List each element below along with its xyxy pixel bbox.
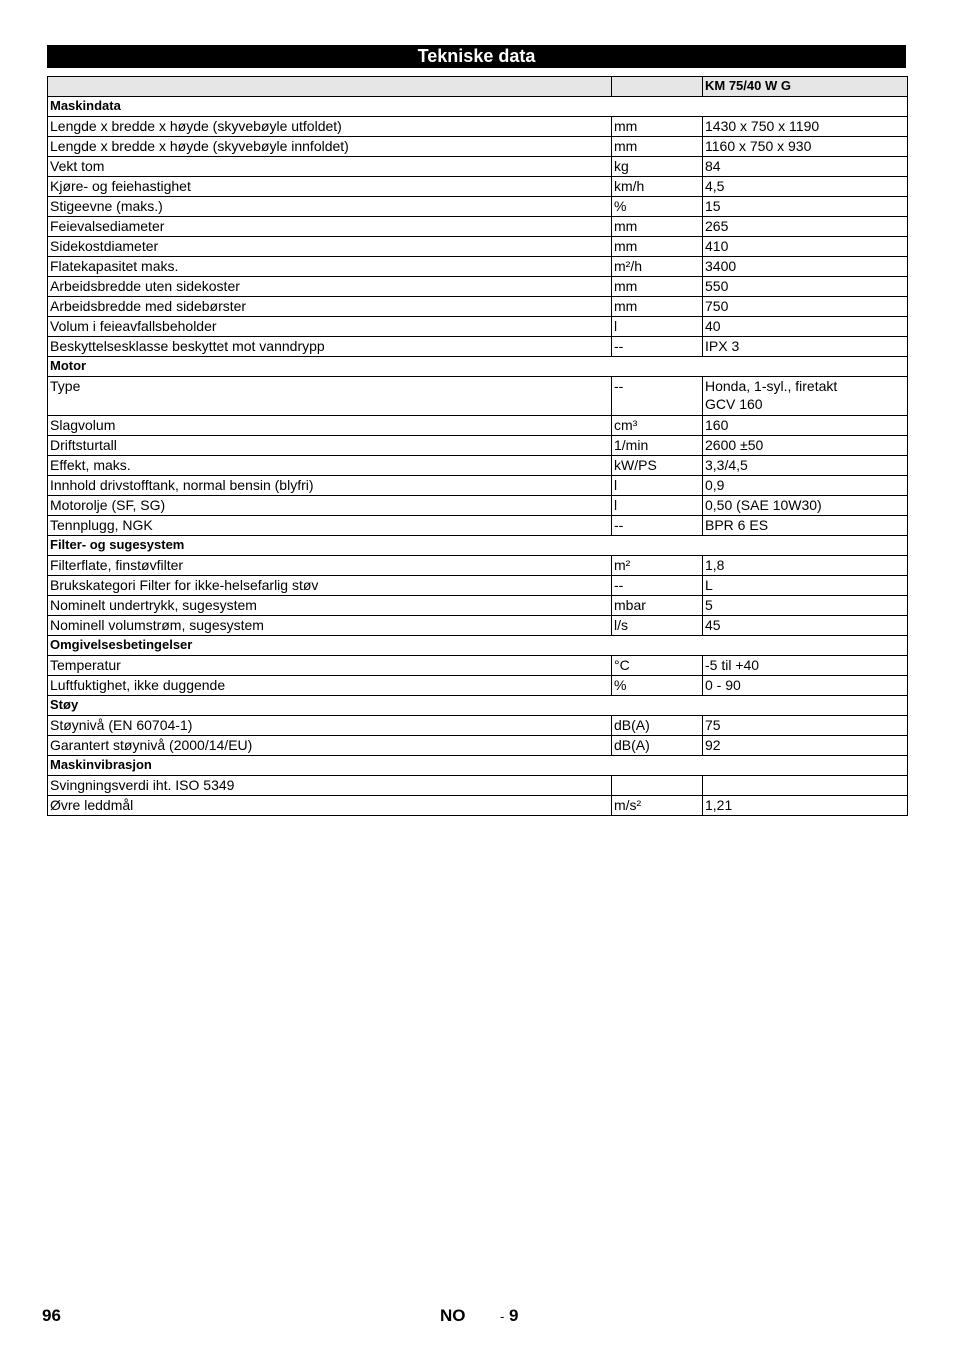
section-header-row — [48, 756, 908, 776]
language-code: NO — [440, 1306, 466, 1325]
cell-value: 1,8 — [703, 556, 908, 576]
table-row — [48, 297, 908, 317]
section-title: Maskinvibrasjon — [48, 756, 908, 776]
section-header-row — [48, 97, 908, 117]
table-row — [48, 157, 908, 177]
table-row — [48, 377, 908, 416]
cell-label: Beskyttelsesklasse beskyttet mot vanndrypp — [48, 337, 612, 357]
table-row — [48, 576, 908, 596]
table-row — [48, 596, 908, 616]
cell-value: 0,50 (SAE 10W30) — [703, 496, 908, 516]
cell-unit: -- — [612, 377, 703, 416]
cell-unit: dB(A) — [612, 716, 703, 736]
table-row — [48, 257, 908, 277]
cell-label: Arbeidsbredde med sidebørster — [48, 297, 612, 317]
table-header-row — [48, 77, 908, 97]
cell-unit: % — [612, 197, 703, 217]
table-body — [48, 77, 908, 816]
cell-value: Honda, 1-syl., firetakt GCV 160 — [703, 377, 908, 416]
cell-value: IPX 3 — [703, 337, 908, 357]
table-row — [48, 496, 908, 516]
cell-unit: mm — [612, 237, 703, 257]
table-row — [48, 716, 908, 736]
cell-value: 160 — [703, 416, 908, 436]
cell-value: 0,9 — [703, 476, 908, 496]
cell-unit: m/s² — [612, 796, 703, 816]
cell-label: Svingningsverdi iht. ISO 5349 — [48, 776, 612, 796]
cell-unit: -- — [612, 337, 703, 357]
header-model-cell: KM 75/40 W G — [703, 77, 908, 97]
cell-label: Flatekapasitet maks. — [48, 257, 612, 277]
cell-unit: mm — [612, 277, 703, 297]
cell-label: Volum i feieavfallsbeholder — [48, 317, 612, 337]
cell-label: Temperatur — [48, 656, 612, 676]
section-header-row — [48, 536, 908, 556]
table-row — [48, 237, 908, 257]
table-row — [48, 317, 908, 337]
cell-label: Lengde x bredde x høyde (skyvebøyle utfoldet) — [48, 117, 612, 137]
cell-label: Slagvolum — [48, 416, 612, 436]
cell-unit: m² — [612, 556, 703, 576]
cell-value: 750 — [703, 297, 908, 317]
cell-label: Luftfuktighet, ikke duggende — [48, 676, 612, 696]
cell-unit: °C — [612, 656, 703, 676]
cell-label: Støynivå (EN 60704-1) — [48, 716, 612, 736]
cell-label: Sidekostdiameter — [48, 237, 612, 257]
cell-value: 5 — [703, 596, 908, 616]
cell-label: Type — [48, 377, 612, 416]
cell-unit: km/h — [612, 177, 703, 197]
table-row — [48, 117, 908, 137]
page-title: Tekniske data — [47, 45, 906, 68]
cell-label: Arbeidsbredde uten sidekoster — [48, 277, 612, 297]
page-separator: - — [500, 1309, 505, 1324]
cell-value: L — [703, 576, 908, 596]
cell-label: Vekt tom — [48, 157, 612, 177]
cell-value: 75 — [703, 716, 908, 736]
cell-label: Driftsturtall — [48, 436, 612, 456]
cell-value — [703, 776, 908, 796]
cell-label: Filterflate, finstøvfilter — [48, 556, 612, 576]
cell-value: 3,3/4,5 — [703, 456, 908, 476]
cell-value: 40 — [703, 317, 908, 337]
cell-unit: % — [612, 676, 703, 696]
cell-unit: cm³ — [612, 416, 703, 436]
cell-unit: l — [612, 476, 703, 496]
table-row — [48, 217, 908, 237]
cell-unit: l/s — [612, 616, 703, 636]
section-title: Maskindata — [48, 97, 908, 117]
table-row — [48, 556, 908, 576]
cell-value: 4,5 — [703, 177, 908, 197]
cell-unit: -- — [612, 516, 703, 536]
section-title: Motor — [48, 357, 908, 377]
cell-value: 1,21 — [703, 796, 908, 816]
table-row — [48, 776, 908, 796]
cell-value: 1430 x 750 x 1190 — [703, 117, 908, 137]
table-row — [48, 436, 908, 456]
table-row — [48, 516, 908, 536]
cell-value: 1160 x 750 x 930 — [703, 137, 908, 157]
section-header-row — [48, 696, 908, 716]
cell-label: Tennplugg, NGK — [48, 516, 612, 536]
section-header-row — [48, 636, 908, 656]
cell-label: Feievalsediameter — [48, 217, 612, 237]
section-title: Filter- og sugesystem — [48, 536, 908, 556]
header-unit-cell — [612, 77, 703, 97]
table-row — [48, 177, 908, 197]
cell-unit: 1/min — [612, 436, 703, 456]
cell-value: 92 — [703, 736, 908, 756]
cell-value: 45 — [703, 616, 908, 636]
cell-unit — [612, 776, 703, 796]
cell-unit: mm — [612, 117, 703, 137]
table-row — [48, 616, 908, 636]
cell-unit: mm — [612, 137, 703, 157]
cell-unit: mbar — [612, 596, 703, 616]
cell-value: 550 — [703, 277, 908, 297]
cell-unit: m²/h — [612, 257, 703, 277]
section-title: Omgivelsesbetingelser — [48, 636, 908, 656]
cell-label: Kjøre- og feiehastighet — [48, 177, 612, 197]
local-page-number: 9 — [509, 1306, 519, 1325]
table-row — [48, 416, 908, 436]
cell-value: 410 — [703, 237, 908, 257]
cell-value: 265 — [703, 217, 908, 237]
cell-label: Motorolje (SF, SG) — [48, 496, 612, 516]
cell-label: Effekt, maks. — [48, 456, 612, 476]
table-row — [48, 476, 908, 496]
header-label-cell — [48, 77, 612, 97]
cell-label: Stigeevne (maks.) — [48, 197, 612, 217]
cell-value: 15 — [703, 197, 908, 217]
technical-data-table — [47, 76, 908, 816]
table-row — [48, 736, 908, 756]
cell-unit: l — [612, 317, 703, 337]
cell-label: Nominell volumstrøm, sugesystem — [48, 616, 612, 636]
cell-value: 0 - 90 — [703, 676, 908, 696]
cell-label: Garantert støynivå (2000/14/EU) — [48, 736, 612, 756]
cell-label: Brukskategori Filter for ikke-helsefarlig støv — [48, 576, 612, 596]
cell-value: 3400 — [703, 257, 908, 277]
table-row — [48, 337, 908, 357]
table-row — [48, 796, 908, 816]
cell-value: 84 — [703, 157, 908, 177]
table-row — [48, 456, 908, 476]
cell-label: Lengde x bredde x høyde (skyvebøyle innfoldet) — [48, 137, 612, 157]
table-row — [48, 137, 908, 157]
cell-unit: l — [612, 496, 703, 516]
cell-label: Øvre leddmål — [48, 796, 612, 816]
cell-value: -5 til +40 — [703, 656, 908, 676]
cell-label: Nominelt undertrykk, sugesystem — [48, 596, 612, 616]
section-header-row — [48, 357, 908, 377]
cell-value: BPR 6 ES — [703, 516, 908, 536]
table-row — [48, 277, 908, 297]
cell-label: Innhold drivstofftank, normal bensin (blyfri) — [48, 476, 612, 496]
cell-unit: mm — [612, 217, 703, 237]
table-row — [48, 197, 908, 217]
cell-value: 2600 ±50 — [703, 436, 908, 456]
cell-unit: dB(A) — [612, 736, 703, 756]
section-title: Støy — [48, 696, 908, 716]
cell-unit: -- — [612, 576, 703, 596]
table-row — [48, 656, 908, 676]
table-row — [48, 676, 908, 696]
cell-unit: kg — [612, 157, 703, 177]
cell-unit: mm — [612, 297, 703, 317]
cell-unit: kW/PS — [612, 456, 703, 476]
page-number: 96 — [42, 1306, 61, 1325]
